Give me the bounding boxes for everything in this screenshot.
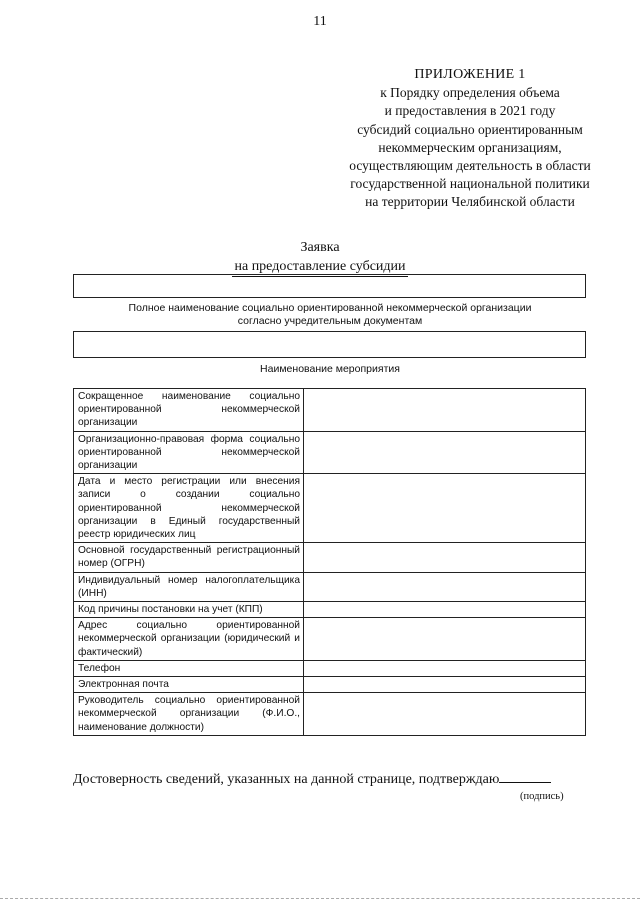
row-value-ogrn[interactable] bbox=[304, 543, 586, 572]
table-row bbox=[74, 543, 586, 572]
row-label-address: Адрес социально ориентированной некоммерческой организации (юридический и фактический) bbox=[74, 618, 304, 661]
signature-note: (подпись) bbox=[520, 791, 564, 802]
row-label-email: Электронная почта bbox=[74, 677, 304, 693]
row-label-head: Руководитель социально ориентированной некоммерческой организации (Ф.И.О., наименование должности) bbox=[74, 693, 304, 736]
confirmation-text: Достоверность сведений, указанных на данной странице, подтверждаю bbox=[73, 772, 500, 787]
appendix-line: на территории Челябинской области bbox=[365, 194, 575, 210]
row-value-registration[interactable] bbox=[304, 474, 586, 543]
row-value-kpp[interactable] bbox=[304, 602, 586, 618]
row-label-phone: Телефон bbox=[74, 660, 304, 676]
org-info-table bbox=[73, 388, 586, 736]
row-label-registration: Дата и место регистрации или внесения записи о создании социально ориентированной некоммерческой организации в Единый государственный реестр юридических лиц bbox=[74, 474, 304, 543]
row-label-short-name: Сокращенное наименование социально ориентированной некоммерческой организации bbox=[74, 389, 304, 432]
row-label-kpp: Код причины постановки на учет (КПП) bbox=[74, 602, 304, 618]
row-value-email[interactable] bbox=[304, 677, 586, 693]
appendix-line: государственной национальной политики bbox=[350, 176, 590, 192]
caption-line: Полное наименование социально ориентированной некоммерческой организации bbox=[128, 302, 532, 314]
confirmation-line bbox=[73, 772, 593, 788]
appendix-line: субсидий социально ориентированным bbox=[357, 121, 583, 137]
row-value-phone[interactable] bbox=[304, 660, 586, 676]
appendix-line: к Порядку определения объема bbox=[380, 85, 560, 101]
signature-blank[interactable] bbox=[499, 782, 551, 783]
appendix-line: и предоставления в 2021 году bbox=[384, 103, 556, 119]
page-bottom-rule bbox=[0, 898, 640, 899]
request-heading bbox=[0, 238, 640, 277]
table-row bbox=[74, 677, 586, 693]
event-name-field[interactable] bbox=[73, 331, 586, 358]
table-row bbox=[74, 602, 586, 618]
org-full-name-field[interactable] bbox=[73, 274, 586, 298]
request-title: Заявка bbox=[300, 240, 340, 255]
row-value-legal-form[interactable] bbox=[304, 431, 586, 474]
appendix-header bbox=[320, 66, 620, 212]
table-row bbox=[74, 431, 586, 474]
page-number: 11 bbox=[313, 14, 327, 29]
table-row bbox=[74, 618, 586, 661]
org-full-name-caption bbox=[60, 302, 600, 328]
table-row bbox=[74, 693, 586, 736]
row-value-short-name[interactable] bbox=[304, 389, 586, 432]
row-value-inn[interactable] bbox=[304, 572, 586, 601]
appendix-title: ПРИЛОЖЕНИЕ 1 bbox=[414, 67, 526, 82]
table-row bbox=[74, 660, 586, 676]
caption-line: согласно учредительным документам bbox=[237, 315, 423, 327]
row-label-legal-form: Организационно-правовая форма социально ориентированной некоммерческой организации bbox=[74, 431, 304, 474]
table-row bbox=[74, 572, 586, 601]
row-label-inn: Индивидуальный номер налогоплательщика (ИНН) bbox=[74, 572, 304, 601]
row-label-ogrn: Основной государственный регистрационный номер (ОГРН) bbox=[74, 543, 304, 572]
event-name-caption: Наименование мероприятия bbox=[260, 363, 400, 375]
table-row bbox=[74, 389, 586, 432]
appendix-line: осуществляющим деятельность в области bbox=[349, 158, 591, 174]
row-value-address[interactable] bbox=[304, 618, 586, 661]
row-value-head[interactable] bbox=[304, 693, 586, 736]
request-subtitle: на предоставление субсидии bbox=[232, 257, 407, 277]
table-row bbox=[74, 474, 586, 543]
appendix-line: некоммерческим организациям, bbox=[378, 139, 562, 155]
